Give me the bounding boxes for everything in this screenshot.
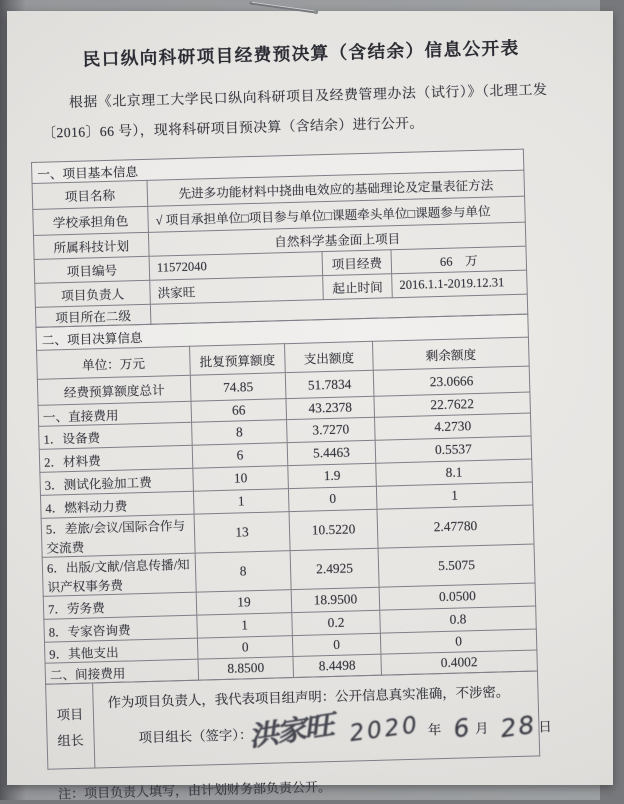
row-spent: 8.4498 (293, 654, 382, 677)
project-leader-value: 洪家旺 (150, 276, 324, 305)
intro-paragraph: 根据《北京理工大学民口纵向科研项目及经费管理办法（试行）》（北理工发〔2016〕66 号），现将科研项目预决算（含结余）进行公开。 (42, 81, 548, 141)
program-label: 所属科技计划 (33, 232, 149, 259)
row-approved: 6 (192, 443, 288, 469)
school-role-value: √ 项目承担单位□项目参与单位□课题牵头单位□课题参与单位 (148, 196, 526, 232)
row-label: 经费预算额度总计 (37, 375, 191, 405)
section2-header: 二、项目决算信息 (36, 314, 528, 350)
row-remaining: 23.0666 (373, 366, 530, 396)
row-spent: 0 (288, 486, 377, 511)
project-leader-label: 项目负责人 (35, 280, 151, 307)
row-remaining: 0.4002 (381, 650, 538, 675)
row-remaining: 0.5537 (375, 436, 532, 463)
row-spent: 1.9 (288, 463, 377, 488)
col-approved: 批复预算额度 (190, 344, 286, 376)
col-unit: 单位：万元 (37, 346, 191, 379)
period-label: 起止时间 (323, 274, 393, 300)
period-value: 2016.1.1-2019.12.31 (392, 270, 528, 298)
signature-role-cell (46, 683, 95, 769)
row-approved: 8 (192, 420, 288, 446)
document-content (0, 2, 624, 802)
handwritten-month: 6 (451, 712, 471, 743)
row-remaining: 0 (380, 629, 537, 654)
row-label: 6．出版/文献/信息传播/知识产权事务费 (42, 553, 196, 596)
staple-icon (248, 0, 328, 16)
project-info-table (31, 149, 528, 328)
signature-table (45, 670, 552, 769)
row-label: 8．专家咨询费 (44, 615, 198, 642)
declaration-text: 作为项目负责人，我代表项目组声明：公开信息真实准确，不涉密。 (107, 684, 510, 711)
project-number-label: 项目编号 (34, 256, 150, 283)
row-spent: 5.4463 (287, 440, 376, 465)
row-approved: 66 (191, 399, 287, 423)
row-approved: 8.8500 (198, 657, 294, 681)
signature-role-line1: 项目 (56, 706, 84, 722)
signature-row (46, 671, 540, 769)
row-remaining: 0.0500 (379, 583, 536, 610)
footer-note: 注：项目负责人填写，由计划财务部负责公开。 (57, 779, 332, 802)
handwritten-year: 2020 (347, 712, 422, 748)
row-approved: 1 (197, 613, 293, 639)
signature-role-line2: 组长 (57, 732, 85, 748)
month-unit: 月 (474, 720, 489, 736)
row-label: 1．设备费 (39, 422, 193, 449)
school-role-label: 学校承担角色 (33, 206, 149, 235)
project-number-value: 11572040 (149, 252, 323, 281)
sign-line (108, 704, 552, 759)
row-remaining: 8.1 (376, 459, 533, 486)
row-label: 4．燃料动力费 (41, 491, 195, 518)
document-title: 民口纵向科研项目经费预决算（含结余）信息公开表 (82, 37, 520, 70)
row-approved: 74.85 (190, 373, 286, 402)
row-spent: 10.5220 (289, 509, 378, 550)
row-remaining: 2.47780 (377, 505, 534, 548)
row-remaining: 22.7622 (374, 392, 531, 417)
col-spent: 支出额度 (284, 341, 373, 372)
col-remaining: 剩余额度 (372, 337, 529, 370)
row-label: 3．测试化验加工费 (40, 468, 194, 495)
program-value: 自然科学基金面上项目 (148, 222, 526, 256)
section1-header: 一、项目基本信息 (31, 149, 523, 183)
row-approved: 19 (196, 590, 292, 616)
row-spent: 18.9500 (291, 587, 380, 612)
handwritten-day: 28 (498, 709, 539, 743)
row-label: 5．差旅/会议/国际合作与交流费 (41, 514, 195, 557)
project-funds-label: 项目经费 (322, 250, 392, 276)
paper-document (7, 11, 613, 802)
row-spent: 43.2378 (286, 396, 375, 419)
year-unit: 年 (427, 721, 442, 737)
row-remaining: 5.5075 (378, 544, 535, 587)
row-approved: 1 (193, 489, 289, 515)
project-name-value: 先进多功能材料中挠曲电效应的基础理论及定量表征方法 (147, 170, 525, 206)
row-spent: 2.4925 (290, 548, 379, 589)
row-spent: 0.2 (292, 610, 381, 635)
row-remaining: 0.8 (380, 606, 537, 633)
budget-table (35, 314, 538, 685)
declaration-cell (93, 671, 552, 768)
row-remaining: 1 (376, 482, 533, 509)
sign-label: 项目组长（签字）： (138, 726, 253, 745)
row-remaining: 4.2730 (375, 413, 532, 440)
day-unit: 日 (538, 718, 552, 734)
row-label: 2．材料费 (39, 445, 193, 472)
project-funds-value: 66 万 (391, 246, 527, 274)
row-label: 二、间接费用 (45, 659, 199, 684)
row-spent: 51.7834 (285, 370, 374, 398)
department-label: 项目所在二级 (35, 304, 150, 327)
handwritten-signature: 洪家旺 (246, 709, 335, 753)
row-spent: 3.7270 (287, 417, 376, 442)
row-approved: 8 (195, 551, 291, 593)
row-spent: 0 (292, 633, 381, 656)
row-approved: 0 (197, 636, 293, 660)
row-approved: 13 (194, 512, 290, 554)
row-label: 7．劳务费 (43, 592, 197, 619)
row-approved: 10 (193, 466, 289, 492)
project-name-label: 项目名称 (32, 180, 148, 209)
row-label: 一、直接费用 (38, 401, 192, 426)
row-label: 9．其他支出 (44, 638, 198, 663)
